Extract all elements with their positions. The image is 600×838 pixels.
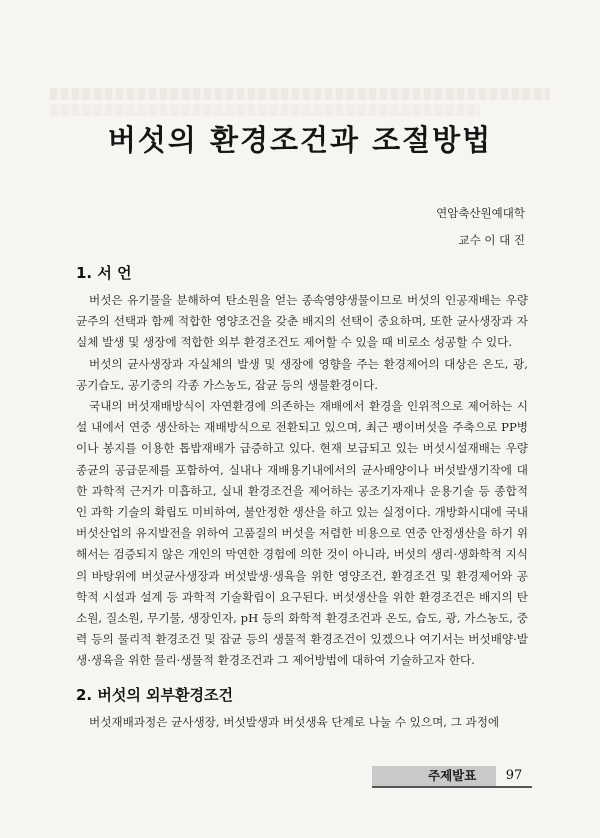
page-title: 버섯의 환경조건과 조절방법 xyxy=(107,123,493,157)
author-name: 교수 이 대 진 xyxy=(458,233,525,247)
paragraph: 버섯은 유기물을 분해하여 탄소원을 얻는 종속영양생물이므로 버섯의 인공재배는 우량균주의 선택과 함께 적합한 영양조건을 갖춘 배지의 선택이 중요하며, 또한 균사생장과 자실체 발생 및 생장에 적합한 외부 환경조건도 제어할 수 있을 때 비로소 성공할 수 있다. xyxy=(76,293,528,350)
author-affiliation: 연암축산원예대학 xyxy=(436,206,525,220)
paragraph: 국내의 버섯재배방식이 자연환경에 의존하는 재배에서 환경을 인위적으로 제어하는 시설 내에서 연중 생산하는 재배방식으로 전환되고 있으며, 최근 팽이버섯을 주축으로 PP병이나 봉지를 이용한 톱밥재배가 급증하고 있다. 현재 보급되고 있는 버섯시설재배는 우량 종균의 공급문제를 포함하여, 실내나 재배용기내에서의 균사배양이나 버섯발생기작에 대한 과학적 근거가 미흡하고, 실내 환경조건을 제어하는 공조기자재나 운용기술 등 종합적인 과학 기술의 확립도 미비하여, 불안정한 생산을 하고 있는 실정이다. 개방화시대에 국내 버섯산업의 유지발전을 위하여 고품질의 버섯을 저렴한 비용으로 연중 안정생산을 하기 위해서는 검증되지 않은 개인의 막연한 경험에 의한 것이 아니라, 버섯의 생리·생화학적 지식의 바탕위에 버섯균사생장과 버섯발생·생육을 위한 영양조건, 환경조건 및 환경제어와 공학적 시설과 설계 등 과학적 기술확립이 요구된다. 버섯생산을 위한 환경조건은 배지의 탄소원, 질소원, 무기물, 생장인자, pH 등의 화학적 환경조건과 온도, 습도, 광, 가스농도, 중력 등의 물리적 환경조건 및 잡균 등의 생물적 환경조건이 있겠으나 여기서는 버섯배양·발생·생육을 위한 물리·생물적 환경조건과 그 제어방법에 대하여 기술하고자 한다. xyxy=(76,399,528,668)
bleed-through-top xyxy=(50,88,550,100)
bleed-through-top-2 xyxy=(50,104,480,116)
section-2-body xyxy=(76,712,528,733)
section-1-body xyxy=(76,290,528,672)
page-number: 97 xyxy=(496,766,532,786)
section-1-heading: 1. 서 언 xyxy=(76,264,132,282)
paragraph: 버섯재배과정은 균사생장, 버섯발생과 버섯생육 단계로 나눌 수 있으며, 그 과정에 xyxy=(89,715,500,729)
footer-section-label: 주제발표 xyxy=(428,768,477,783)
paragraph: 버섯의 균사생장과 자실체의 발생 및 생장에 영향을 주는 환경제어의 대상은 온도, 광, 공기습도, 공기중의 각종 가스농도, 잡균 등의 생물환경이다. xyxy=(76,356,528,392)
section-2-heading: 2. 버섯의 외부환경조건 xyxy=(76,686,233,704)
